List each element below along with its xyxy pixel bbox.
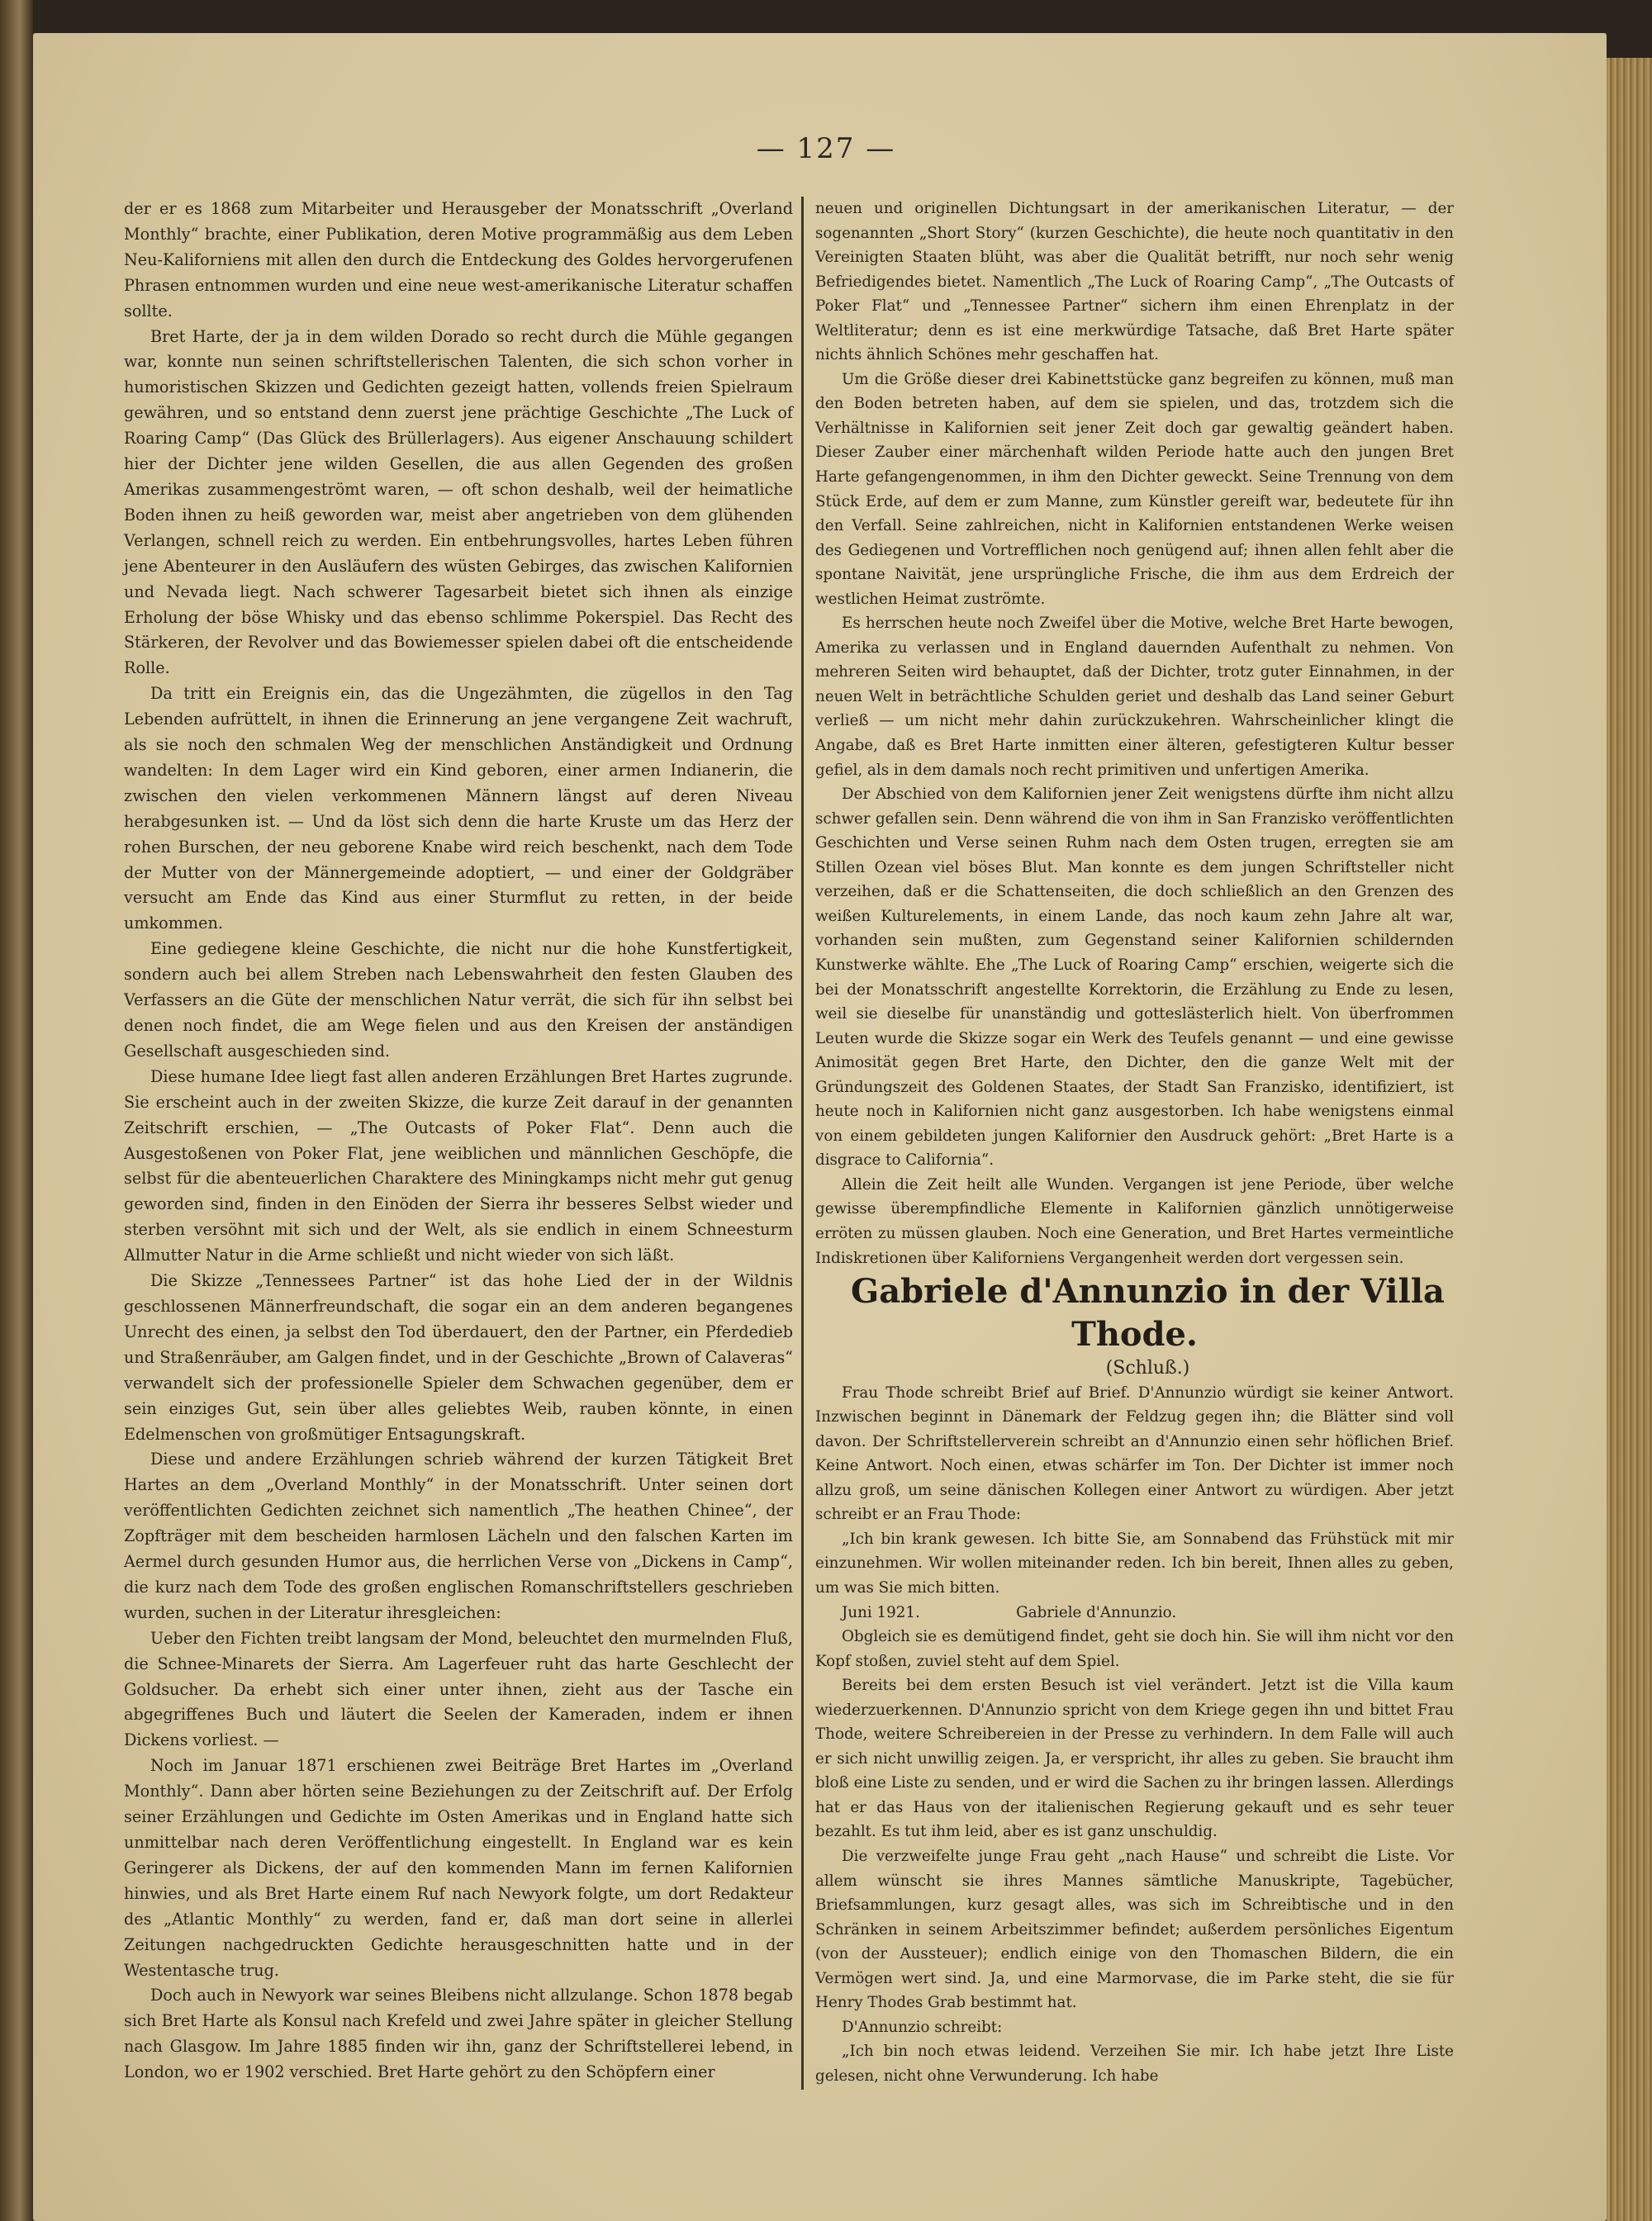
paragraph: Allein die Zeit heilt alle Wunden. Vergangen ist jene Periode, über welche gewisse überempfindliche Elemente in Kalifornien gänzlich unnötigerweise erröten zu müssen glauben. Noch eine Generation, und Bret Hartes vermeintliche Indiskretionen über Kaliforniens Vergangenheit werden dort vergessen sein. [815, 1175, 1454, 1267]
paragraph: Noch im Januar 1871 erschienen zwei Beiträge Bret Hartes im „Overland Monthly“. Dann aber hörten seine Beziehungen zu der Zeitschrift auf. Der Erfolg seiner Erzählungen und Gedichte im Osten Amerikas und in England hatte sich unmittelbar nach deren Veröffentlichung eingestellt. In England war es kein Geringerer als Dickens, der auf den kommenden Mann im fernen Kalifornien hinwies, und als Bret Harte einem Ruf nach Newyork folgte, um dort Redakteur des „Atlantic Monthly“ zu werden, fand er, daß man dort seine in allerlei Zeitungen nachgedruckten Gedichte herausgeschnitten hatte und in der Westentasche trug. [124, 1756, 793, 1980]
article-title: Gabriele d'Annunzio in der Villa Thode. [851, 1272, 1445, 1355]
paragraph-continued: neuen und originellen Dichtungsart in der amerikanischen Literatur, — der sogenannten „Short Story“ (kurzen Geschichte), die heute noch quantitativ in den Vereinigten Staaten blüht, was aber die Qualität betrifft, nur noch sehr wenig Befriedigendes bietet. Namentlich „The Luck of Roaring Camp“, „The Outcasts of Poker Flat“ und „Tennessee Partner“ sichern ihm einen Ehrenplatz in der Weltliteratur; denn es ist eine merkwürdige Tatsache, daß Bret Harte später nichts ähnlich Schönes mehr geschaffen hat. [815, 200, 1454, 364]
paragraph: Es herrschen heute noch Zweifel über die Motive, welche Bret Harte bewogen, Amerika zu verlassen und in England dauernden Aufenthalt zu nehmen. Von mehreren Seiten wird behauptet, daß der Dichter, trotz guter Einnahmen, in der neuen Welt in beträchtliche Schulden geriet und deshalb das Land seiner Geburt verließ — um nicht mehr dahin zurückzukehren. Wahrscheinlicher klingt die Angabe, daß es Bret Harte inmitten einer älteren, gefestigteren Kultur besser gefiel, als in dem damals noch recht primitiven und unfertigen Amerika. [815, 615, 1454, 779]
paragraph: Eine gediegene kleine Geschichte, die nicht nur die hohe Kunstfertigkeit, sondern auch bei allem Streben nach Lebenswahrheit den festen Glauben des Verfassers an die Güte der menschlichen Natur verrät, die sich für ihn selbst bei denen noch findet, die am Wege fielen und aus den Kreisen der anständigen Gesellschaft ausgeschieden sind. [124, 939, 793, 1061]
left-column [124, 197, 793, 2086]
paragraph: Da tritt ein Ereignis ein, das die Ungezähmten, die zügellos in den Tag Lebenden aufrüttelt, in ihnen die Erinnerung an jene vergangene Zeit wachruft, als sie noch den schmalen Weg der menschlichen Anständigkeit und Ordnung wandelten: In dem Lager wird ein Kind geboren, einer armen Indianerin, die zwischen den vielen verkommenen Männern längst auf deren Niveau herabgesunken ist. — Und da löst sich denn die harte Kruste um das Herz der rohen Burschen, der neu geborene Knabe wird reich beschenkt, nach dem Tode der Mutter von der Männergemeinde adoptiert, — und einer der Goldgräber versucht am Ende das Kind aus einer Sturmflut zu retten, in der beide umkommen. [124, 684, 793, 933]
book-page-edges [1607, 58, 1652, 2221]
paragraph: Doch auch in Newyork war seines Bleibens nicht allzulange. Schon 1878 begab sich Bret Harte als Konsul nach Krefeld und zwei Jahre später in gleicher Stellung nach Glasgow. Im Jahre 1885 finden wir ihn, ganz der Schriftstellerei lebend, in London, wo er 1902 verschied. Bret Harte gehört zu den Schöpfern einer [124, 1986, 793, 2082]
paragraph: Bret Harte, der ja in dem wilden Dorado so recht durch die Mühle gegangen war, konnte nun seinen schriftstellerischen Talenten, die sich schon vorher in humoristischen Skizzen und Gedichten gezeigt hatten, vollends freien Spielraum gewähren, und so entstand denn zuerst jene prächtige Geschichte „The Luck of Roaring Camp“ (Das Glück des Brüllerlagers). Aus eigener Anschauung schildert hier der Dichter jene wilden Gesellen, die aus allen Gegenden des großen Amerikas zusammengeströmt waren, — oft schon deshalb, weil der heimatliche Boden ihnen zu heiß geworden war, meist aber angetrieben von dem glühenden Verlangen, schnell reich zu werden. Ein entbehrungsvolles, hartes Leben führen jene Abenteurer in den Ausläufern des wüsten Gebirges, das zwischen Kalifornien und Nevada liegt. Nach schwerer Tagesarbeit bietet sich ihnen als einzige Erholung der böse Whisky und das ebenso schlimme Pokerspiel. Das Recht des Stärkeren, der Revolver und das Bowiemesser spielen dabei oft die entscheidende Rolle. [124, 326, 793, 678]
paragraph: Diese und andere Erzählungen schrieb während der kurzen Tätigkeit Bret Hartes an dem „Overland Monthly“ in der Monatsschrift. Unter seinen dort veröffentlichten Gedichten zeichnet sich namentlich „The heathen Chinee“, der Zopfträger mit dem bescheiden harmlosen Lächeln und den falschen Karten im Aermel durch gesunden Humor aus, die herrlichen Verse von „Dickens in Camp“, die kurz nach dem Tode des großen englischen Romanschriftstellers geschrieben wurden, suchen in der Literatur ihresgleichen: [124, 1450, 793, 1622]
letter-quote: „Ich bin krank gewesen. Ich bitte Sie, am Sonnabend das Frühstück mit mir einzunehmen. Wir wollen miteinander reden. Ich bin bereit, Ihnen alles zu geben, um was Sie mich bitten. [815, 1530, 1454, 1597]
paragraph: Der Abschied von dem Kalifornien jener Zeit wenigstens dürfte ihm nicht allzu schwer gefallen sein. Denn während die von ihm in San Franzisko veröffentlichten Geschichten und Verse seinen Ruhm nach dem Osten trugen, erregten sie am Stillen Ozean viel böses Blut. Man konnte es dem jungen Schriftsteller nicht verzeihen, daß er die Schattenseiten, die doch schließlich an den Grenzen des weißen Kulturelements, in einem Lande, das noch kaum zehn Jahre alt war, vorhanden sein mußten, zum Gegenstand seiner Kalifornien schildernden Kunstwerke wählte. Ehe „The Luck of Roaring Camp“ erschien, weigerte sich die bei der Monatsschrift angestellte Korrektorin, die Erzählung zu Ende zu lesen, weil sie dieselbe für unanständig und gotteslästerlich hielt. Von überfrommen Leuten wurde die Skizze sogar ein Werk des Teufels genannt — und eine gewisse Animosität gegen Bret Harte, den Dichter, den die ganze Welt mit der Gründungszeit des Goldenen Staates, der Stadt San Franzisko, identifiziert, ist heute noch in Kalifornien nicht ganz ausgestorben. Ich habe wenigstens einmal von einem gebildeten jungen Kalifornier den Ausdruck gehört: „Bret Harte is a disgrace to California“. [815, 785, 1454, 1170]
column-divider [801, 197, 804, 2090]
previous-page-edge [0, 0, 33, 2221]
paragraph: D'Annunzio schreibt: [842, 2018, 1003, 2036]
letter-quote: „Ich bin noch etwas leidend. Verzeihen Sie mir. Ich habe jetzt Ihre Liste gelesen, nicht ohne Verwunderung. Ich habe [815, 2043, 1454, 2085]
paragraph: Frau Thode schreibt Brief auf Brief. D'Annunzio würdigt sie keiner Antwort. Inzwischen beginnt in Dänemark der Feldzug gegen ihn; die Blätter sind voll davon. Der Schriftstellerverein schreibt an d'Annunzio einen sehr höflichen Brief. Keine Antwort. Noch einen, etwas schärfer im Ton. Der Dichter ist immer noch allzu groß, um seine dänischen Kollegen einer Antwort zu würdigen. Aber jetzt schreibt er an Frau Thode: [815, 1383, 1454, 1524]
paragraph: Bereits bei dem ersten Besuch ist viel verändert. Jetzt ist die Villa kaum wiederzuerkennen. D'Annunzio spricht von dem Kriege gegen ihn und bittet Frau Thode, weitere Schreibereien in der Presse zu verhindern. In dem Falle will auch er sich nicht unwillig zeigen. Ja, er verspricht, ihr alles zu geben. Sie braucht ihm bloß eine Liste zu senden, und er wird die Sachen zu ihr bringen lassen. Allerdings hat er das Haus von der italienischen Regierung gekauft und es sehr teuer bezahlt. Es tut ihm leid, aber es ist ganz unschuldig. [815, 1677, 1454, 1841]
paragraph: Diese humane Idee liegt fast allen anderen Erzählungen Bret Hartes zugrunde. Sie erscheint auch in der zweiten Skizze, die kurze Zeit darauf in der genannten Zeitschrift erschien, — „The Outcasts of Poker Flat“. Denn auch die Ausgestoßenen von Poker Flat, jene weiblichen und männlichen Geschöpfe, die selbst für die abenteuerlichen Charaktere des Miningkamps nicht mehr gut genug geworden sind, finden in den Einöden der Sierra ihr besseres Selbst wieder und sterben versöhnt mit sich und der Welt, als sie endlich in einem Schneesturm Allmutter Natur in die Arme schließt und nicht wieder von sich läßt. [124, 1066, 793, 1265]
page-number: — 127 — [756, 132, 896, 165]
paragraph: Obgleich sie es demütigend findet, geht sie doch hin. Sie will ihm nicht vor den Kopf stoßen, zuviel steht auf dem Spiel. [815, 1628, 1454, 1670]
article-subtitle: (Schluß.) [1105, 1358, 1190, 1379]
paragraph: Um die Größe dieser drei Kabinettstücke ganz begreifen zu können, muß man den Boden betreten haben, auf dem sie spielen, und das, trotzdem sich die Verhältnisse in Kalifornien seit jener Zeit doch gar gewaltig geändert haben. Dieser Zauber einer märchenhaft wilden Periode hatte auch den jungen Bret Harte gefangengenommen, in ihm den Dichter geweckt. Seine Trennung von dem Stück Erde, auf dem er zum Manne, zum Künstler gereift war, bedeutete für ihn den Verfall. Seine zahlreichen, nicht in Kalifornien entstandenen Werke weisen des Gediegenen und Vortrefflichen noch genügend auf; ihnen allen fehlt aber die spontane Naivität, jene ursprüngliche Frische, die ihm aus dem Erdreich der westlichen Heimat zuströmte. [815, 370, 1454, 608]
paragraph: Die verzweifelte junge Frau geht „nach Hause“ und schreibt die Liste. Vor allem wünscht sie ihres Mannes sämtliche Manuskripte, Tagebücher, Briefsammlungen, kurz gesagt alles, was sich im Schreibtische und in den Schränken in seinem Arbeitszimmer befindet; außerdem persönliches Eigentum (von der Aussteuer); endlich einige von den Thomaschen Bildern, die ein Vermögen wert sind. Ja, und eine Marmorvase, die im Parke steht, die sie für Henry Thodes Grab bestimmt hat. [815, 1848, 1454, 2012]
right-column [815, 197, 1454, 2088]
paragraph: Die Skizze „Tennessees Partner“ ist das hohe Lied der in der Wildnis geschlossenen Männerfreundschaft, die sogar ein an dem anderen begangenes Unrecht des einen, ja selbst den Tod überdauert, den der Partner, ein Pferdedieb und Straßenräuber, am Galgen findet, und in der Geschichte „Brown of Calaveras“ verwandelt sich der professionelle Spieler dem Schwachen gegenüber, dem er sein einziges Gut, sein über alles geliebtes Weib, rauben könnte, in einen Edelmenschen von großmütiger Entsagungskraft. [124, 1271, 793, 1444]
paragraph: Ueber den Fichten treibt langsam der Mond, beleuchtet den murmelnden Fluß, die Schnee-Minarets der Sierra. Am Lagerfeuer ruht das harte Geschlecht der Goldsucher. Da erhebt sich einer unter ihnen, zieht aus der Tasche ein abgegriffenes Buch und läutert die Seelen der Kameraden, indem er ihnen Dickens vorliest. — [124, 1628, 793, 1750]
letter-signature: Juni 1921. Gabriele d'Annunzio. [842, 1603, 1177, 1621]
paragraph-continued: der er es 1868 zum Mitarbeiter und Herausgeber der Monatsschrift „Overland Monthly“ brachte, einer Publikation, deren Motive programmäßig aus dem Leben Neu-Kaliforniens mit allen den durch die Entdeckung des Goldes hervorgerufenen Phrasen entnommen wurden und eine neue west-amerikanische Literatur schaffen sollte. [124, 199, 793, 320]
